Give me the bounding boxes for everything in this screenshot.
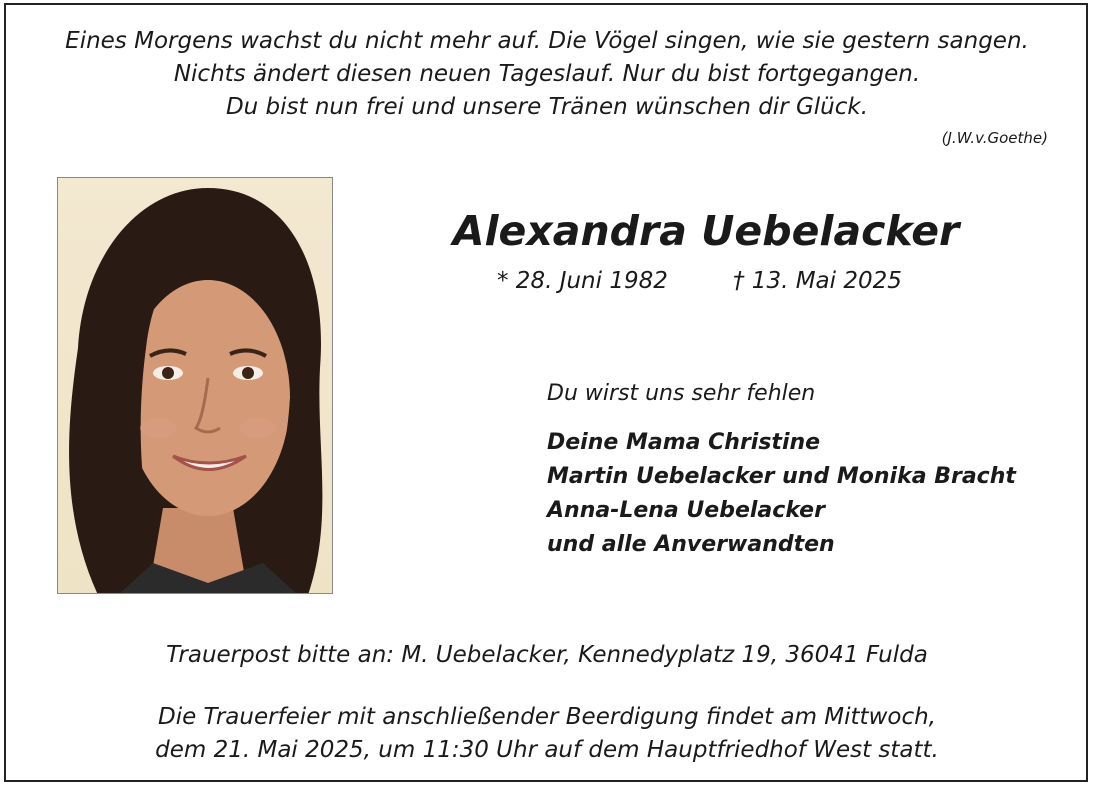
signer: Deine Mama Christine (547, 430, 821, 455)
poem-line: Nichts ändert diesen neuen Tageslauf. Nur du bist fortgegangen. (173, 61, 921, 87)
funeral-line: dem 21. Mai 2025, um 11:30 Uhr auf dem Hauptfriedhof West statt. (155, 737, 939, 763)
poem-line: Du bist nun frei und unsere Tränen wünschen dir Glück. (225, 94, 869, 120)
signer: Martin Uebelacker und Monika Bracht (547, 464, 1016, 489)
signer: Anna-Lena Uebelacker (547, 498, 825, 523)
poem-source: (J.W.v.Goethe) (941, 129, 1048, 147)
signer: und alle Anverwandten (547, 532, 835, 557)
birth-date: * 28. Juni 1982 (497, 268, 668, 294)
mailing-address: Trauerpost bitte an: M. Uebelacker, Kennedyplatz 19, 36041 Fulda (166, 642, 928, 668)
funeral-line: Die Trauerfeier mit anschließender Beerdigung findet am Mittwoch, (158, 704, 936, 730)
deceased-name: Alexandra Uebelacker (452, 207, 960, 255)
poem-line: Eines Morgens wachst du nicht mehr auf. Die Vögel singen, wie sie gestern sangen. (65, 28, 1029, 54)
farewell-text: Du wirst uns sehr fehlen (547, 381, 816, 406)
poem (0, 25, 1094, 124)
funeral-info (0, 701, 1094, 767)
death-date: † 13. Mai 2025 (733, 268, 902, 294)
signers-list (547, 426, 1016, 562)
